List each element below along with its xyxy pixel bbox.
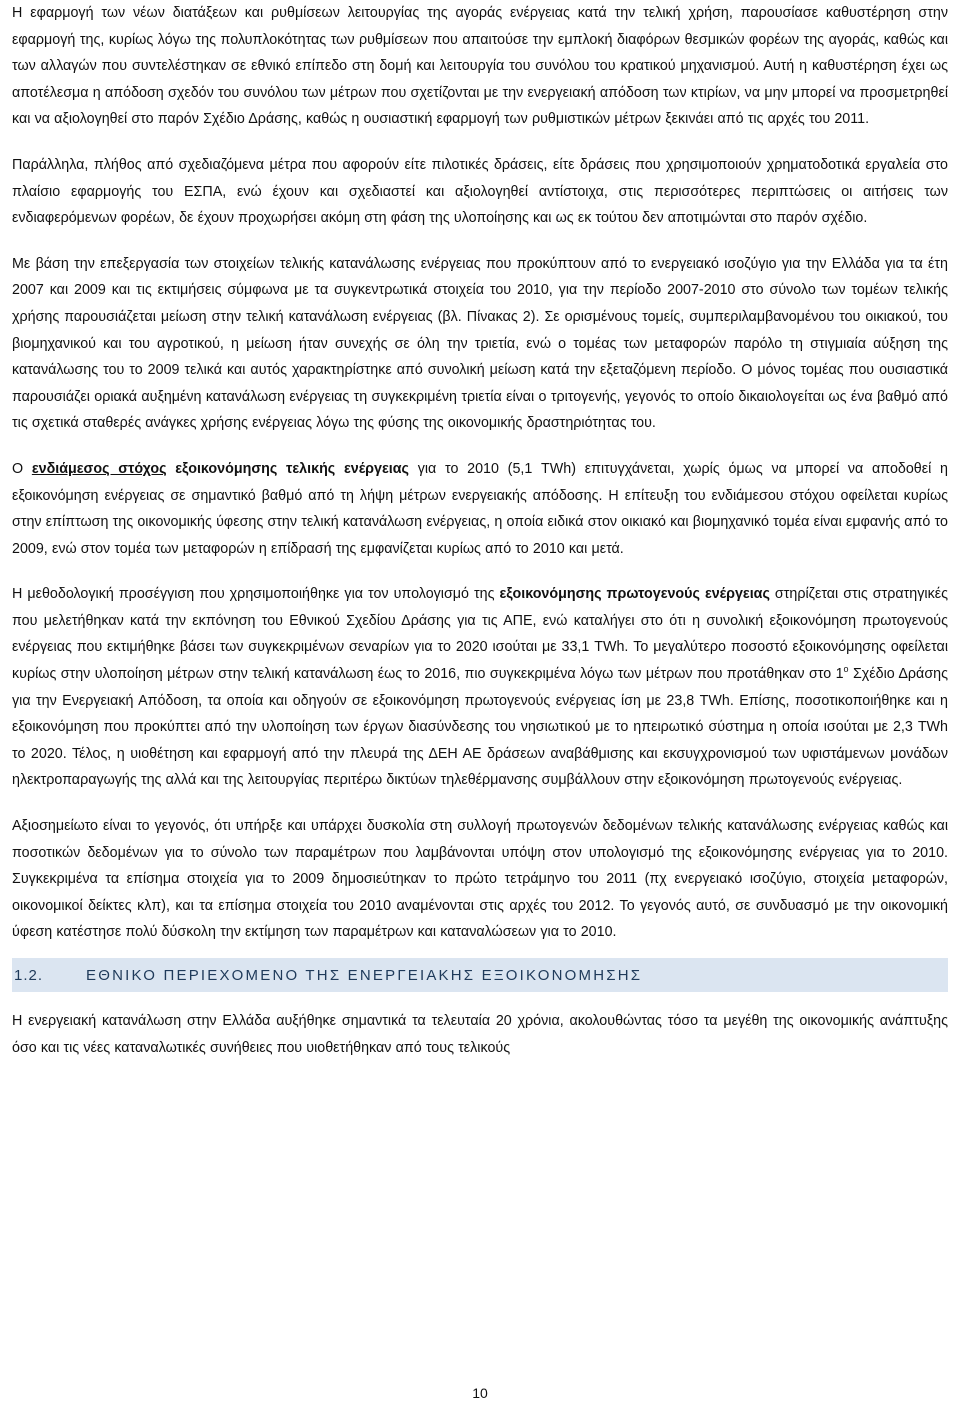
p4-bold: εξοικονόμησης τελικής ενέργειας — [166, 460, 409, 477]
p4-pre: Ο — [12, 460, 32, 477]
p5-superscript: ο — [843, 664, 849, 675]
p5-mid: στηρίζεται στις στρατηγικές που μελετήθηκαν κατά την εκπόνηση του Εθνικού Σχεδίου Δράσης για τις ΑΠΕ, ενώ καταλήγει στο ότι η συνολική εξοικονόμηση πρωτογενούς ενέργειας που εκτιμήθηκε βάσει των συγκεκριμένων σεναρίων για το 2020 ισούται με 33,1 TWh. Το μεγαλύτερο ποσοστό εξοικονόμησης οφείλεται κυρίως στην υλοποίηση μέτρων στην τελική κατανάλωση έως το 2016, πιο συγκεκριμένα λόγω των μέτρων που προτάθηκαν στο 1 — [12, 586, 948, 683]
paragraph-final-consumption: Με βάση την επεξεργασία των στοιχείων τελικής κατανάλωσης ενέργειας που προκύπτουν από το ενεργειακό ισοζύγιο για την Ελλάδα για τα έτη 2007 και 2009 και τις εκτιμήσεις σύμφωνα με τα συγκεντρωτικά στοιχεία του 2010, για την περίοδο 2007-2010 στο σύνολο των τομέων τελικής χρήσης παρουσιάζεται μείωση στην τελική κατανάλωση ενέργειας (βλ. Πίνακας 2). Σε ορισμένους τομείς, συμπεριλαμβανομένου του οικιακού, του βιομηχανικού και του αγροτικού, η μείωση ήταν συνεχής σε όλη την τριετία, ενώ ο τομέας των μεταφορών παρόλο τη στιγμιαία αύξηση της κατανάλωσης του το 2009 τελικά και αυτός χαρακτηρίστηκε από συνολική μείωση κατά την εξεταζόμενη περίοδο. Ο μόνος τομέας που ουσιαστικά παρουσιάζει οριακά αυξημένη κατανάλωση ενέργειας τη συγκεκριμένη τριετία είναι ο τριτογενής, γεγονός το οποίο δικαιολογείται ως ένα βαθμό από τις σχετικά σταθερές ανάγκες χρήσης ενέργειας λόγω της φύσης της οικονομικής δραστηριότητας του. — [12, 255, 948, 432]
paragraph-pilot-measures: Παράλληλα, πλήθος από σχεδιαζόμενα μέτρα που αφορούν είτε πιλοτικές δράσεις, είτε δράσεις που χρησιμοποιούν χρηματοδοτικά εργαλεία στο πλαίσιο εφαρμογής του ΕΣΠΑ, ενώ έχουν και σχεδιαστεί και αξιολογηθεί αντίστοιχα, στις περισσότερες περιπτώσεις οι αιτήσεις των ενδιαφερόμενων φορέων, δε έχουν προχωρήσει ακόμη στη φάση της υλοποίησης και ως εκ τούτου δεν αποτιμώνται στο παρόν σχέδιο. — [12, 156, 948, 227]
paragraph-primary-energy-method — [12, 581, 948, 794]
page-number: 10 — [472, 1385, 488, 1401]
section-heading — [12, 958, 948, 992]
paragraph-data-difficulty: Αξιοσημείωτο είναι το γεγονός, ότι υπήρξε και υπάρχει δυσκολία στη συλλογή πρωτογενών δεδομένων τελικής κατανάλωσης ενέργειας καθώς και ποσοτικών δεδομένων για το σύνολο των παραμέτρων που λαμβάνονται υπόψη στον υπολογισμό της εξοικονόμησης ενέργειας για το 2010. Συγκεκριμένα τα επίσημα στοιχεία για το 2009 δημοσιεύτηκαν το πρώτο τετράμηνο του 2011 (πχ ενεργειακό ισοζύγιο, στοιχεία μεταφορών, οικονομικοί δείκτες κλπ), και τα επίσημα στοιχεία του 2010 αναμένονται στις αρχές του 2012. Το γεγονός αυτό, σε συνδυασμό με την οικονομική ύφεση κατέστησε πολύ δύσκολη την εκτίμηση των παραμέτρων και καταναλώσεων για το 2010. — [12, 818, 948, 941]
paragraph-national-consumption: Η ενεργειακή κατανάλωση στην Ελλάδα αυξήθηκε σημαντικά τα τελευταία 20 χρόνια, ακολουθώντας τόσο τα μεγέθη της οικονομικής ανάπτυξης όσο και τις νέες καταναλωτικές συνήθειες που υιοθετήθηκαν από τους τελικούς — [12, 1013, 948, 1056]
section-title: ΕΘΝΙΚΟ ΠΕΡΙΕΧΟΜΕΝΟ ΤΗΣ ΕΝΕΡΓΕΙΑΚΗΣ ΕΞΟΙΚΟΝΟΜΗΣΗΣ — [86, 966, 643, 984]
p4-post: για το 2010 (5,1 TWh) επιτυγχάνεται, χωρίς όμως να μπορεί να αποδοθεί η εξοικονόμηση ενέργειας σε σημαντικό βαθμό από τη λήψη μέτρων ενεργειακής απόδοσης. Η επίτευξη του ενδιάμεσου στόχου οφείλεται κυρίως στην επίπτωση της οικονομικής ύφεσης στην τελική κατανάλωση ενέργειας, η οποία ειδικά στον οικιακό και βιομηχανικό τομέα είναι εμφανής από το 2009, ενώ στον τομέα των μεταφορών η επίδρασή της εμφανίζεται κυρίως από το 2010 και μετά. — [12, 460, 948, 557]
p5-bold: εξοικονόμησης πρωτογενούς ενέργειας — [499, 586, 770, 603]
p5-post: Σχέδιο Δράσης για την Ενεργειακή Απόδοση, τα οποία και οδηγούν σε εξοικονόμηση πρωτογενούς ενέργειας ίση με 23,8 TWh. Επίσης, ποσοτικοποιήθηκε και η εξοικονόμηση που προκύπτει από την υλοποίηση των έργων διασύνδεσης του νησιωτικού με το ηπειρωτικό σύστημα η οποία ισούται με 2,3 TWh το 2020. Τέλος, η υιοθέτηση και εφαρμογή από την πλευρά της ΔΕΗ ΑΕ δράσεων αναβάθμισης και εκσυγχρονισμού των υφιστάμενων μονάδων ηλεκτροπαραγωγής της αλλά και της λειτουργίας περιτέρω δικτύων τηλεθέρμανσης συμβάλλουν στην εξοικονόμηση πρωτογενούς ενέργειας. — [12, 666, 948, 789]
paragraph-market-delay: Η εφαρμογή των νέων διατάξεων και ρυθμίσεων λειτουργίας της αγοράς ενέργειας κατά την τελική χρήση, παρουσίασε καθυστέρηση στην εφαρμογή της, κυρίως λόγω της πολυπλοκότητας των ρυθμίσεων που απαιτούσε την εμπλοκή διαφόρων θεσμικών φορέων της αγοράς, καθώς και των αλλαγών που συντελέστηκαν σε εθνικό επίπεδο στη δομή και λειτουργία του συνόλου του κρατικού μηχανισμού. Αυτή η καθυστέρηση έχει ως αποτέλεσμα η απόδοση σχεδόν του συνόλου των μέτρων που σχετίζονται με την ενεργειακή απόδοση των κτιρίων, να μην μπορεί να προσμετρηθεί και να αξιολογηθεί στο παρόν Σχέδιο Δράσης, καθώς η ουσιαστική εφαρμογή των ρυθμιστικών μέτρων ξεκινάει από τις αρχές του 2011. — [12, 5, 948, 128]
p4-bold-underline: ενδιάμεσος στόχος — [31, 460, 167, 477]
section-number: 1.2. — [14, 966, 44, 984]
paragraph-intermediate-target — [12, 456, 948, 562]
p5-pre: Η μεθοδολογική προσέγγιση που χρησιμοποιήθηκε για τον υπολογισμό της — [12, 586, 500, 603]
document-page — [12, 0, 948, 1061]
